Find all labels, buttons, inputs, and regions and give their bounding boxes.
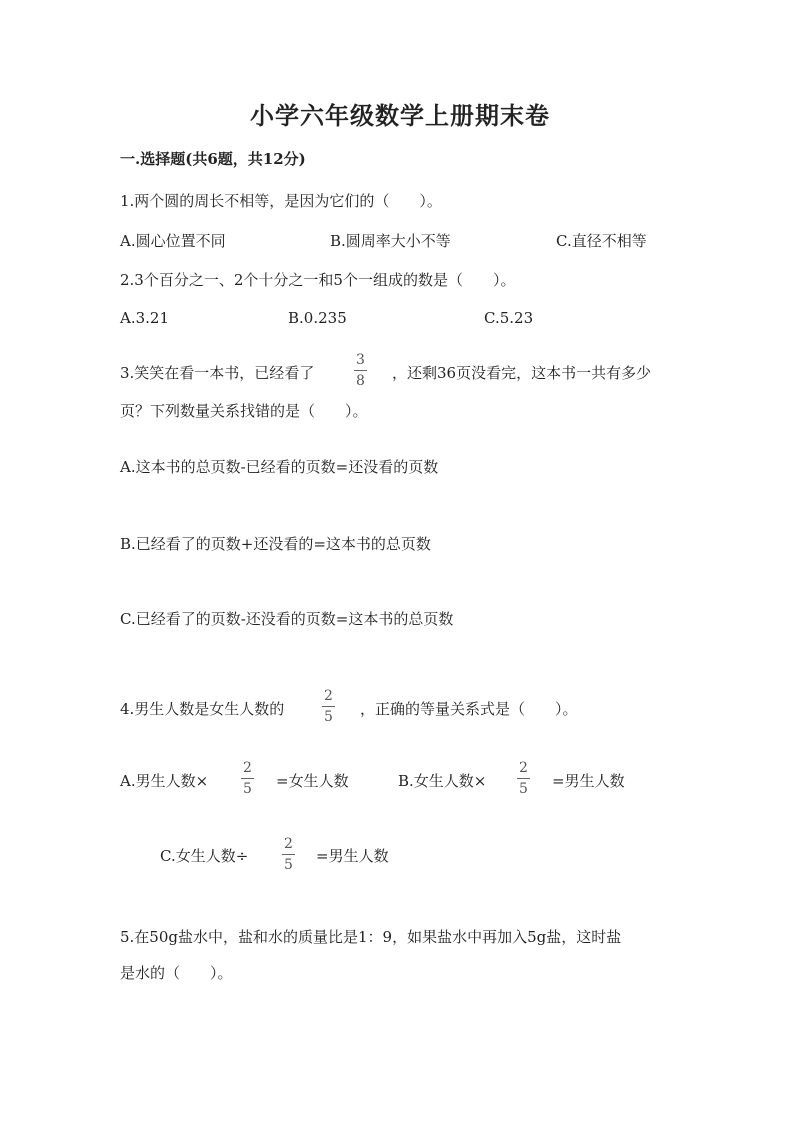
q1-stem: 1.两个圆的周长不相等，是因为它们的（ ）。 [120,192,442,210]
q2-stem: 2.3个百分之一、2个十分之一和5个一组成的数是（ ）。 [120,271,516,289]
q2-option-c: C.5.23 [484,309,534,327]
q1-option-c: C.直径不相等 [556,232,647,250]
q4-fraction-bar [322,706,335,707]
q4-fraction-numerator: 2 [324,688,333,704]
q4-fraction-denominator: 5 [324,709,333,725]
q4-stem-end: ，正确的等量关系式是（ ）。 [360,700,578,718]
q2-option-b: B.0.235 [288,309,347,327]
q4-option-c-numerator: 2 [284,836,293,852]
q3-stem-line2: 页？下列数量关系找错的是（ ）。 [120,402,368,420]
q4-option-a-start: A.男生人数× [120,772,209,790]
q3-fraction [354,352,367,389]
q4-stem-start: 4.男生人数是女生人数的 [120,700,285,718]
q3-option-c: C.已经看了的页数-还没看的页数=这本书的总页数 [120,610,454,628]
q3-stem-start: 3.笑笑在看一本书，已经看了 [120,364,315,382]
q3-fraction-bar [354,370,367,371]
q4-fraction [322,688,335,725]
q4-option-b-end: =男生人数 [552,772,625,790]
q4-option-b-denominator: 5 [519,781,528,797]
q4-option-c-end: =男生人数 [316,847,389,865]
q5-stem-line1: 5.在50g盐水中，盐和水的质量比是1：9，如果盐水中再加入5g盐，这时盐 [120,928,622,946]
q1-option-a: A.圆心位置不同 [120,232,226,250]
q3-option-b: B.已经看了的页数+还没看的=这本书的总页数 [120,535,431,553]
q5-stem-line2: 是水的（ ）。 [120,964,233,982]
q3-fraction-denominator: 8 [356,373,365,389]
q4-option-c-denominator: 5 [284,857,293,873]
q1-option-b: B.圆周率大小不等 [330,232,451,250]
q4-option-a-numerator: 2 [243,760,252,776]
q4-option-b-numerator: 2 [519,760,528,776]
q4-option-b-fraction [517,760,530,797]
section-heading: 一.选择题(共6题，共12分) [120,150,306,168]
q4-option-a-fraction [241,760,254,797]
q4-option-b-bar [517,778,530,779]
q4-option-a-end: =女生人数 [276,772,349,790]
q3-stem-end: ，还剩36页没看完，这本书一共有多少 [392,364,652,382]
q4-option-c-start: C.女生人数÷ [160,847,249,865]
q3-fraction-numerator: 3 [356,352,365,368]
q4-option-a-bar [241,778,254,779]
q4-option-c-bar [282,854,295,855]
q4-option-c-fraction [282,836,295,873]
q4-option-b-start: B.女生人数× [398,772,487,790]
q2-option-a: A.3.21 [120,309,169,327]
q3-option-a: A.这本书的总页数-已经看的页数=还没看的页数 [120,458,439,476]
page-title: 小学六年级数学上册期末卷 [250,101,550,130]
q4-option-a-denominator: 5 [243,781,252,797]
